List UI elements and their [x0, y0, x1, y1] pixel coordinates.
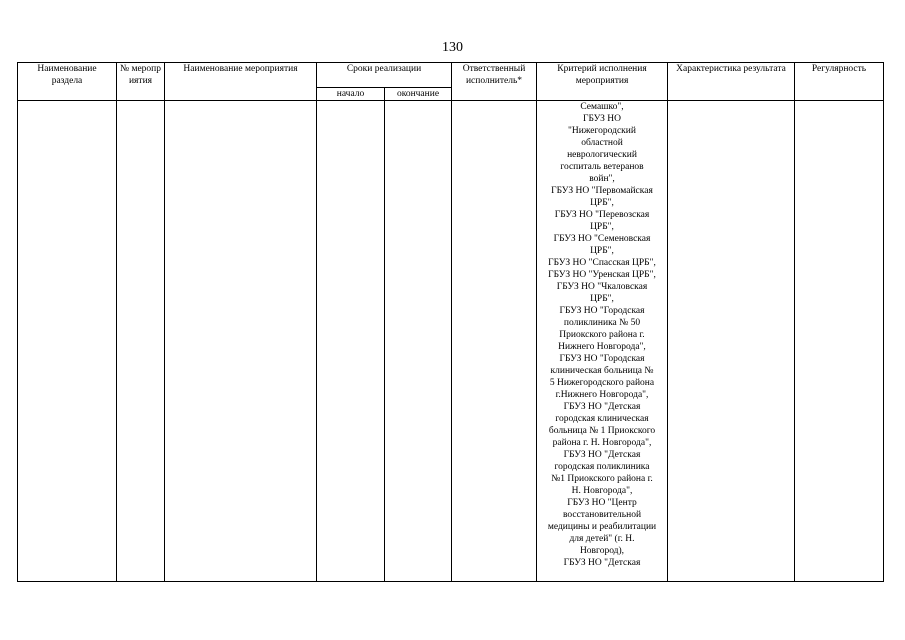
criteria-line: городская клиническая [555, 414, 649, 424]
cell-end [385, 101, 452, 582]
criteria-line: восстановительной [562, 510, 642, 520]
cell-result [668, 101, 795, 582]
criteria-line: ГБУЗ НО "Городская [559, 306, 645, 316]
criteria-line: ГБУЗ НО "Центр [567, 498, 637, 508]
criteria-line: ЦРБ", [590, 294, 614, 304]
criteria-line: областной [581, 138, 623, 148]
criteria-line: "Нижегородский [568, 126, 636, 136]
criteria-line: ГБУЗ НО "Детская [563, 558, 641, 568]
table-header-row [18, 63, 884, 88]
criteria-line: г.Нижнего Новгорода", [555, 390, 649, 400]
criteria-line: ГБУЗ НО "Уренская ЦРБ", [548, 270, 656, 280]
criteria-line: района г. Н. Новгорода", [552, 438, 652, 448]
header-end: окончание [385, 88, 452, 101]
criteria-line: ЦРБ", [590, 246, 614, 256]
criteria-line: Семашко", [580, 102, 624, 112]
header-result: Характеристика результата [668, 63, 795, 101]
criteria-line: для детей" (г. Н. [569, 534, 635, 544]
criteria-line: ГБУЗ НО "Семеновская [553, 234, 651, 244]
cell-event-name [165, 101, 317, 582]
criteria-line: ГБУЗ НО [582, 114, 622, 124]
criteria-line: больница № 1 Приокского [548, 426, 656, 436]
header-start: начало [317, 88, 385, 101]
criteria-line: госпиталь ветеранов [560, 162, 644, 172]
criteria-line: городская поликлиника [554, 462, 650, 472]
table-row [18, 101, 884, 582]
criteria-line: медицины и реабилитации [547, 522, 657, 532]
criteria-line: ГБУЗ НО "Спасская ЦРБ", [548, 258, 656, 268]
cell-start [317, 101, 385, 582]
criteria-line: ГБУЗ НО "Детская [563, 402, 641, 412]
criteria-line: войн", [589, 174, 615, 184]
cell-event-number [117, 101, 165, 582]
page-number: 130 [442, 40, 463, 55]
criteria-line: Нижнего Новгорода", [558, 342, 646, 352]
cell-section-name [18, 101, 117, 582]
header-event-name: Наименование мероприятия [165, 63, 317, 101]
header-terms: Сроки реализации [317, 63, 452, 88]
criteria-line: ГБУЗ НО "Городская [559, 354, 645, 364]
criteria-line: ГБУЗ НО "Перевозская [554, 210, 650, 220]
criteria-line: ГБУЗ НО "Детская [563, 450, 641, 460]
header-event-number: № меропр иятия [117, 63, 165, 101]
criteria-line: Новгород), [579, 546, 625, 556]
criteria-line: 5 Нижегородского района [549, 378, 655, 388]
criteria-line: клиническая больница № [550, 366, 654, 376]
cell-criteria [537, 101, 668, 582]
header-responsible: Ответственный исполнитель* [452, 63, 537, 101]
criteria-line: неврологический [567, 150, 637, 160]
criteria-line: ГБУЗ НО "Чкаловская [556, 282, 648, 292]
cell-responsible [452, 101, 537, 582]
criteria-line: №1 Приокского района г. [551, 474, 653, 484]
header-section-name: Наименование раздела [18, 63, 117, 101]
criteria-line: поликлиника № 50 [563, 318, 641, 328]
plan-table [17, 62, 884, 582]
cell-regularity [795, 101, 884, 582]
criteria-line: ЦРБ", [590, 222, 614, 232]
header-criteria: Критерий исполнения мероприятия [537, 63, 668, 101]
header-regularity: Регулярность [795, 63, 884, 101]
criteria-line: ГБУЗ НО "Первомайская [551, 186, 653, 196]
criteria-line: Приокского района г. [559, 330, 645, 340]
criteria-line: Н. Новгорода", [571, 486, 633, 496]
criteria-line: ЦРБ", [590, 198, 614, 208]
